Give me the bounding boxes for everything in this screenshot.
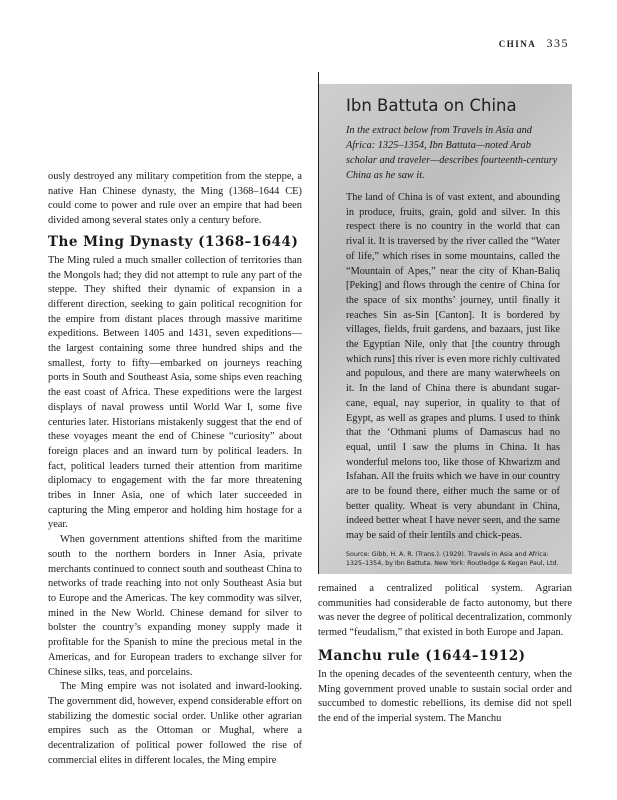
paragraph-right-continued: remained a centralized political system. Agrarian communities had considerable de facto autonomy, but there was never the degree of political decentralization, commonly termed “feudalism,” that existed in both Europe and Japan. — [318, 583, 572, 639]
running-title: CHINA — [498, 39, 537, 49]
left-column — [48, 170, 302, 768]
sidebar-intro: In the extract below from Travels in Asia and Africa: 1325–1354, Ibn Battuta—noted Arab scholar and traveler—describes fourteenth-century China as he saw it. — [346, 125, 558, 181]
paragraph-continued: ously destroyed any military competition from the steppe, a native Han Chinese dynasty, the Ming (1368–1644 CE) could come to power and rule over an empire that had been divided among several states only a century before. — [48, 171, 302, 227]
section-heading-ming: The Ming Dynasty (1368–1644) — [48, 233, 299, 250]
sidebar-source: Source: Gibb, H. A. R. (Trans.). (1929). Travels in Asia and Africa: 1325–1354, by Ibn Battuta. New York: Routledge & Kegan Paul, Ltd. — [346, 550, 559, 567]
right-column — [318, 582, 572, 727]
section-heading-manchu: Manchu rule (1644–1912) — [318, 647, 526, 664]
paragraph-ming-1: The Ming ruled a much smaller collection of territories than the Mongols had; they did not attempt to rule any part of the steppe. They shifted their dynamic of expansion in a different direction, seeking to gain political recognition for the empire from distant places through massive maritime expeditions. Between 1405 and 1431, seven expeditions—the largest containing some three hundred ships and the smallest, forty to fifty—embarked on journeys reaching ports in South and Southeast Asia, some ships even reaching the east coast of Africa. These expeditions were the largest displays of naval prowess until World War I, some five centuries later. Historians mistakenly suggest that the end of these voyages meant the end of Chinese “curiosity” about foreign places and an inward turn by political leaders. In fact, political leaders turned their attention from maritime diplomacy to engagement with the far more threatening tribes in Inner Asia, one of which later succeeded in capturing the Ming emperor and holding him hostage for a year. — [48, 254, 302, 531]
sidebar-box — [318, 84, 572, 574]
paragraph-ming-2: When government attentions shifted from the maritime south to the northern borders in Inner Asia, private merchants continued to connect south and southeast China to networks of trade reaching into not only Southeast Asia but to Europe and the Americas. The key commodity was silver, mined in the New World. Chinese demand for silver to bolster the country’s expanding money supply made it profitable for the Spanish to mine the precious metal in the Americas, and for European traders to exchange silver for Chinese silks, teas, and porcelains. — [48, 534, 302, 678]
paragraph-ming-3: The Ming empire was not isolated and inward-looking. The government did, however, expend considerable effort on stabilizing the domestic social order. Unlike other agrarian empires such as the Ottoman or Mughal, where a decentralization of political power followed the rise of commercial elites in different locales, the Ming empire — [48, 681, 302, 766]
paragraph-manchu-1: In the opening decades of the seventeenth century, when the Ming government proved unable to sustain social order and succumbed to domestic rebellions, its demise did not spell the end of the imperial system. The Manchu — [318, 668, 572, 724]
page-number: 335 — [546, 36, 569, 50]
running-header — [499, 36, 569, 51]
sidebar-body: The land of China is of vast extent, and abounding in produce, fruits, grain, gold and silver. In this respect there is no country in the world that can rival it. It is traversed by the river called the “Water of life,” which rises in some mountains, called the “Mountain of Apes,” near the city of Khan-Baliq [Peking] and flows through the centre of China for the space of six months’ journey, until finally it reaches Sin as-Sin [Canton]. It is bordered by villages, fields, fruit gardens, and bazaars, just like the Egyptian Nile, only that [the country through which runs] this river is even more richly cultivated and populous, and there are many waterwheels on it. In the land of China there is abundant sugar-cane, equal, nay superior, in quality to that of Egypt, as well as grapes and plums. I used to think that the ‘Othmani plums of Damascus had no equal, until I saw the plums in China. It has wonderful melons too, like those of Khwarizm and Isfahan. All the fruits which we have in our country are to be found there, either much the same or of better quality. Wheat is very abundant in China, indeed better wheat I have never seen, and the same may be said of their lentils and chick-peas. — [346, 192, 560, 542]
sidebar-title: Ibn Battuta on China — [346, 96, 517, 115]
